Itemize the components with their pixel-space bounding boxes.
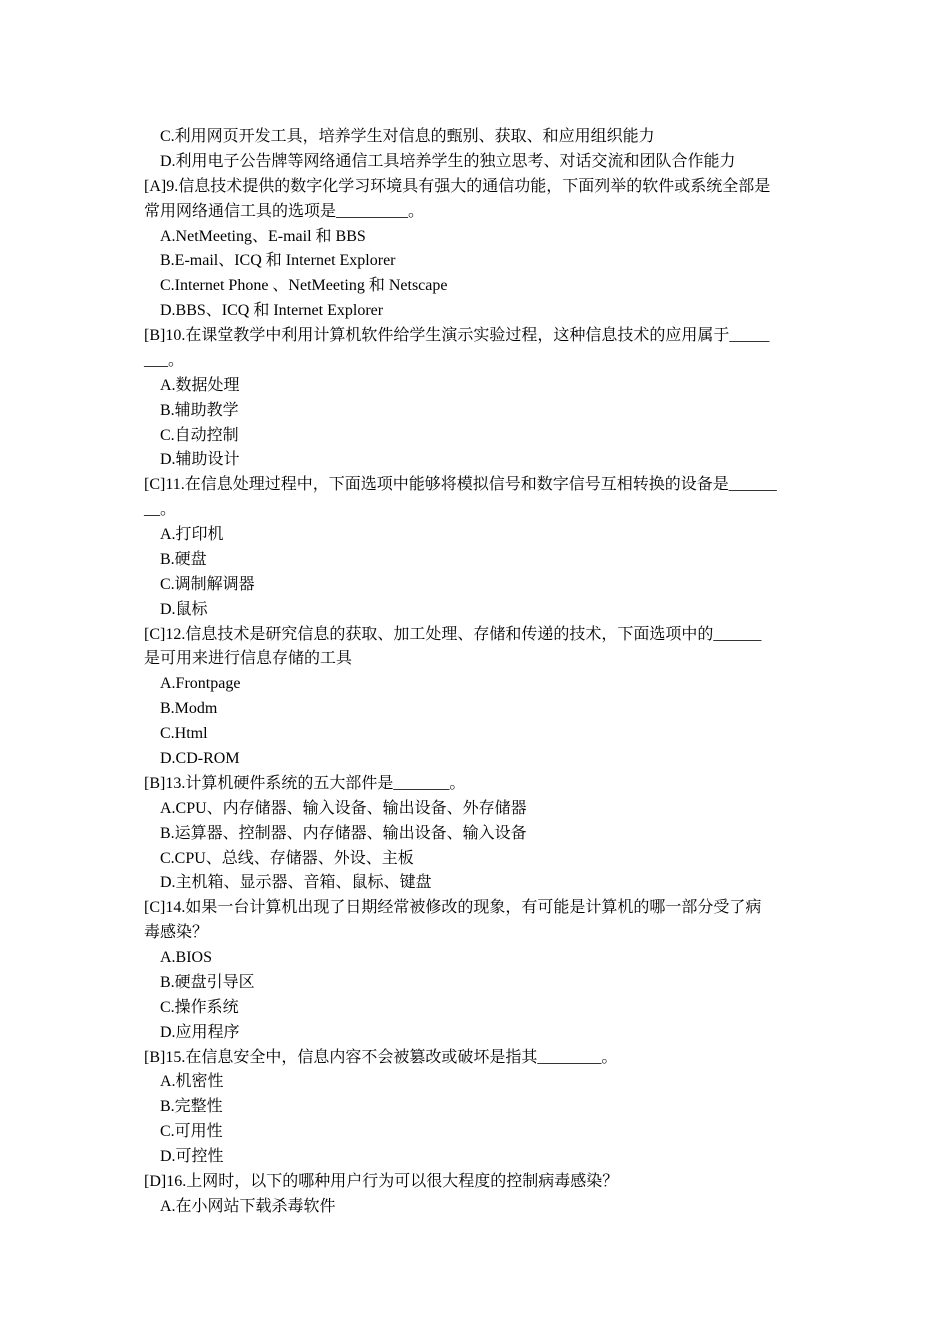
question-line: [B]10.在课堂教学中利用计算机软件给学生演示实验过程，这种信息技术的应用属于_____ (144, 327, 770, 344)
answer-option: A.打印机 (160, 526, 224, 543)
answer-option: D.利用电子公告牌等网络通信工具培养学生的独立思考、对话交流和团队合作能力 (160, 153, 736, 170)
answer-option: A.BIOS (160, 949, 213, 966)
question-continuation: ___。 (144, 352, 185, 369)
question-continuation: 是可用来进行信息存储的工具 (144, 650, 353, 667)
answer-option: B.运算器、控制器、内存储器、输出设备、输入设备 (160, 825, 527, 842)
answer-option: D.辅助设计 (160, 451, 240, 468)
answer-option: B.辅助教学 (160, 402, 239, 419)
answer-option: C.可用性 (160, 1123, 223, 1140)
question-line: [B]13.计算机硬件系统的五大部件是_______。 (144, 775, 466, 792)
question-continuation: __。 (144, 501, 177, 518)
answer-option: B.完整性 (160, 1098, 223, 1115)
answer-option: A.在小网站下载杀毒软件 (160, 1198, 336, 1215)
answer-option: B.E-mail、ICQ 和 Internet Explorer (160, 252, 396, 269)
question-line: [C]14.如果一台计算机出现了日期经常被修改的现象，有可能是计算机的哪一部分受了病 (144, 899, 762, 916)
answer-option: D.CD-ROM (160, 750, 240, 767)
answer-option: A.数据处理 (160, 377, 240, 394)
answer-option: C.操作系统 (160, 999, 239, 1016)
answer-option: C.Internet Phone 、NetMeeting 和 Netscape (160, 277, 448, 294)
question-line: [A]9.信息技术提供的数字化学习环境具有强大的通信功能，下面列举的软件或系统全部是 (144, 178, 771, 195)
answer-option: A.机密性 (160, 1073, 224, 1090)
answer-option: B.硬盘引导区 (160, 974, 255, 991)
question-line: [D]16.上网时，以下的哪种用户行为可以很大程度的控制病毒感染？ (144, 1173, 619, 1190)
question-continuation: 常用网络通信工具的选项是_________。 (144, 203, 425, 220)
answer-option: D.可控性 (160, 1148, 224, 1165)
answer-option: B.硬盘 (160, 551, 207, 568)
answer-option: D.鼠标 (160, 601, 208, 618)
answer-option: C.调制解调器 (160, 576, 255, 593)
answer-option: A.CPU、内存储器、输入设备、输出设备、外存储器 (160, 800, 527, 817)
question-continuation: 毒感染？ (144, 924, 209, 941)
answer-option: B.Modm (160, 700, 218, 717)
answer-option: C.Html (160, 725, 208, 742)
answer-option: A.NetMeeting、E-mail 和 BBS (160, 228, 366, 245)
answer-option: C.CPU、总线、存储器、外设、主板 (160, 850, 414, 867)
answer-option: C.自动控制 (160, 427, 239, 444)
question-line: [C]11.在信息处理过程中，下面选项中能够将模拟信号和数字信号互相转换的设备是______ (144, 476, 777, 493)
answer-option: C.利用网页开发工具，培养学生对信息的甄别、获取、和应用组织能力 (160, 128, 655, 145)
answer-option: D.BBS、ICQ 和 Internet Explorer (160, 302, 384, 319)
answer-option: A.Frontpage (160, 675, 241, 692)
question-line: [C]12.信息技术是研究信息的获取、加工处理、存储和传递的技术，下面选项中的______ (144, 626, 762, 643)
answer-option: D.主机箱、显示器、音箱、鼠标、键盘 (160, 874, 432, 891)
question-line: [B]15.在信息安全中，信息内容不会被篡改或破坏是指其________。 (144, 1049, 618, 1066)
answer-option: D.应用程序 (160, 1024, 240, 1041)
